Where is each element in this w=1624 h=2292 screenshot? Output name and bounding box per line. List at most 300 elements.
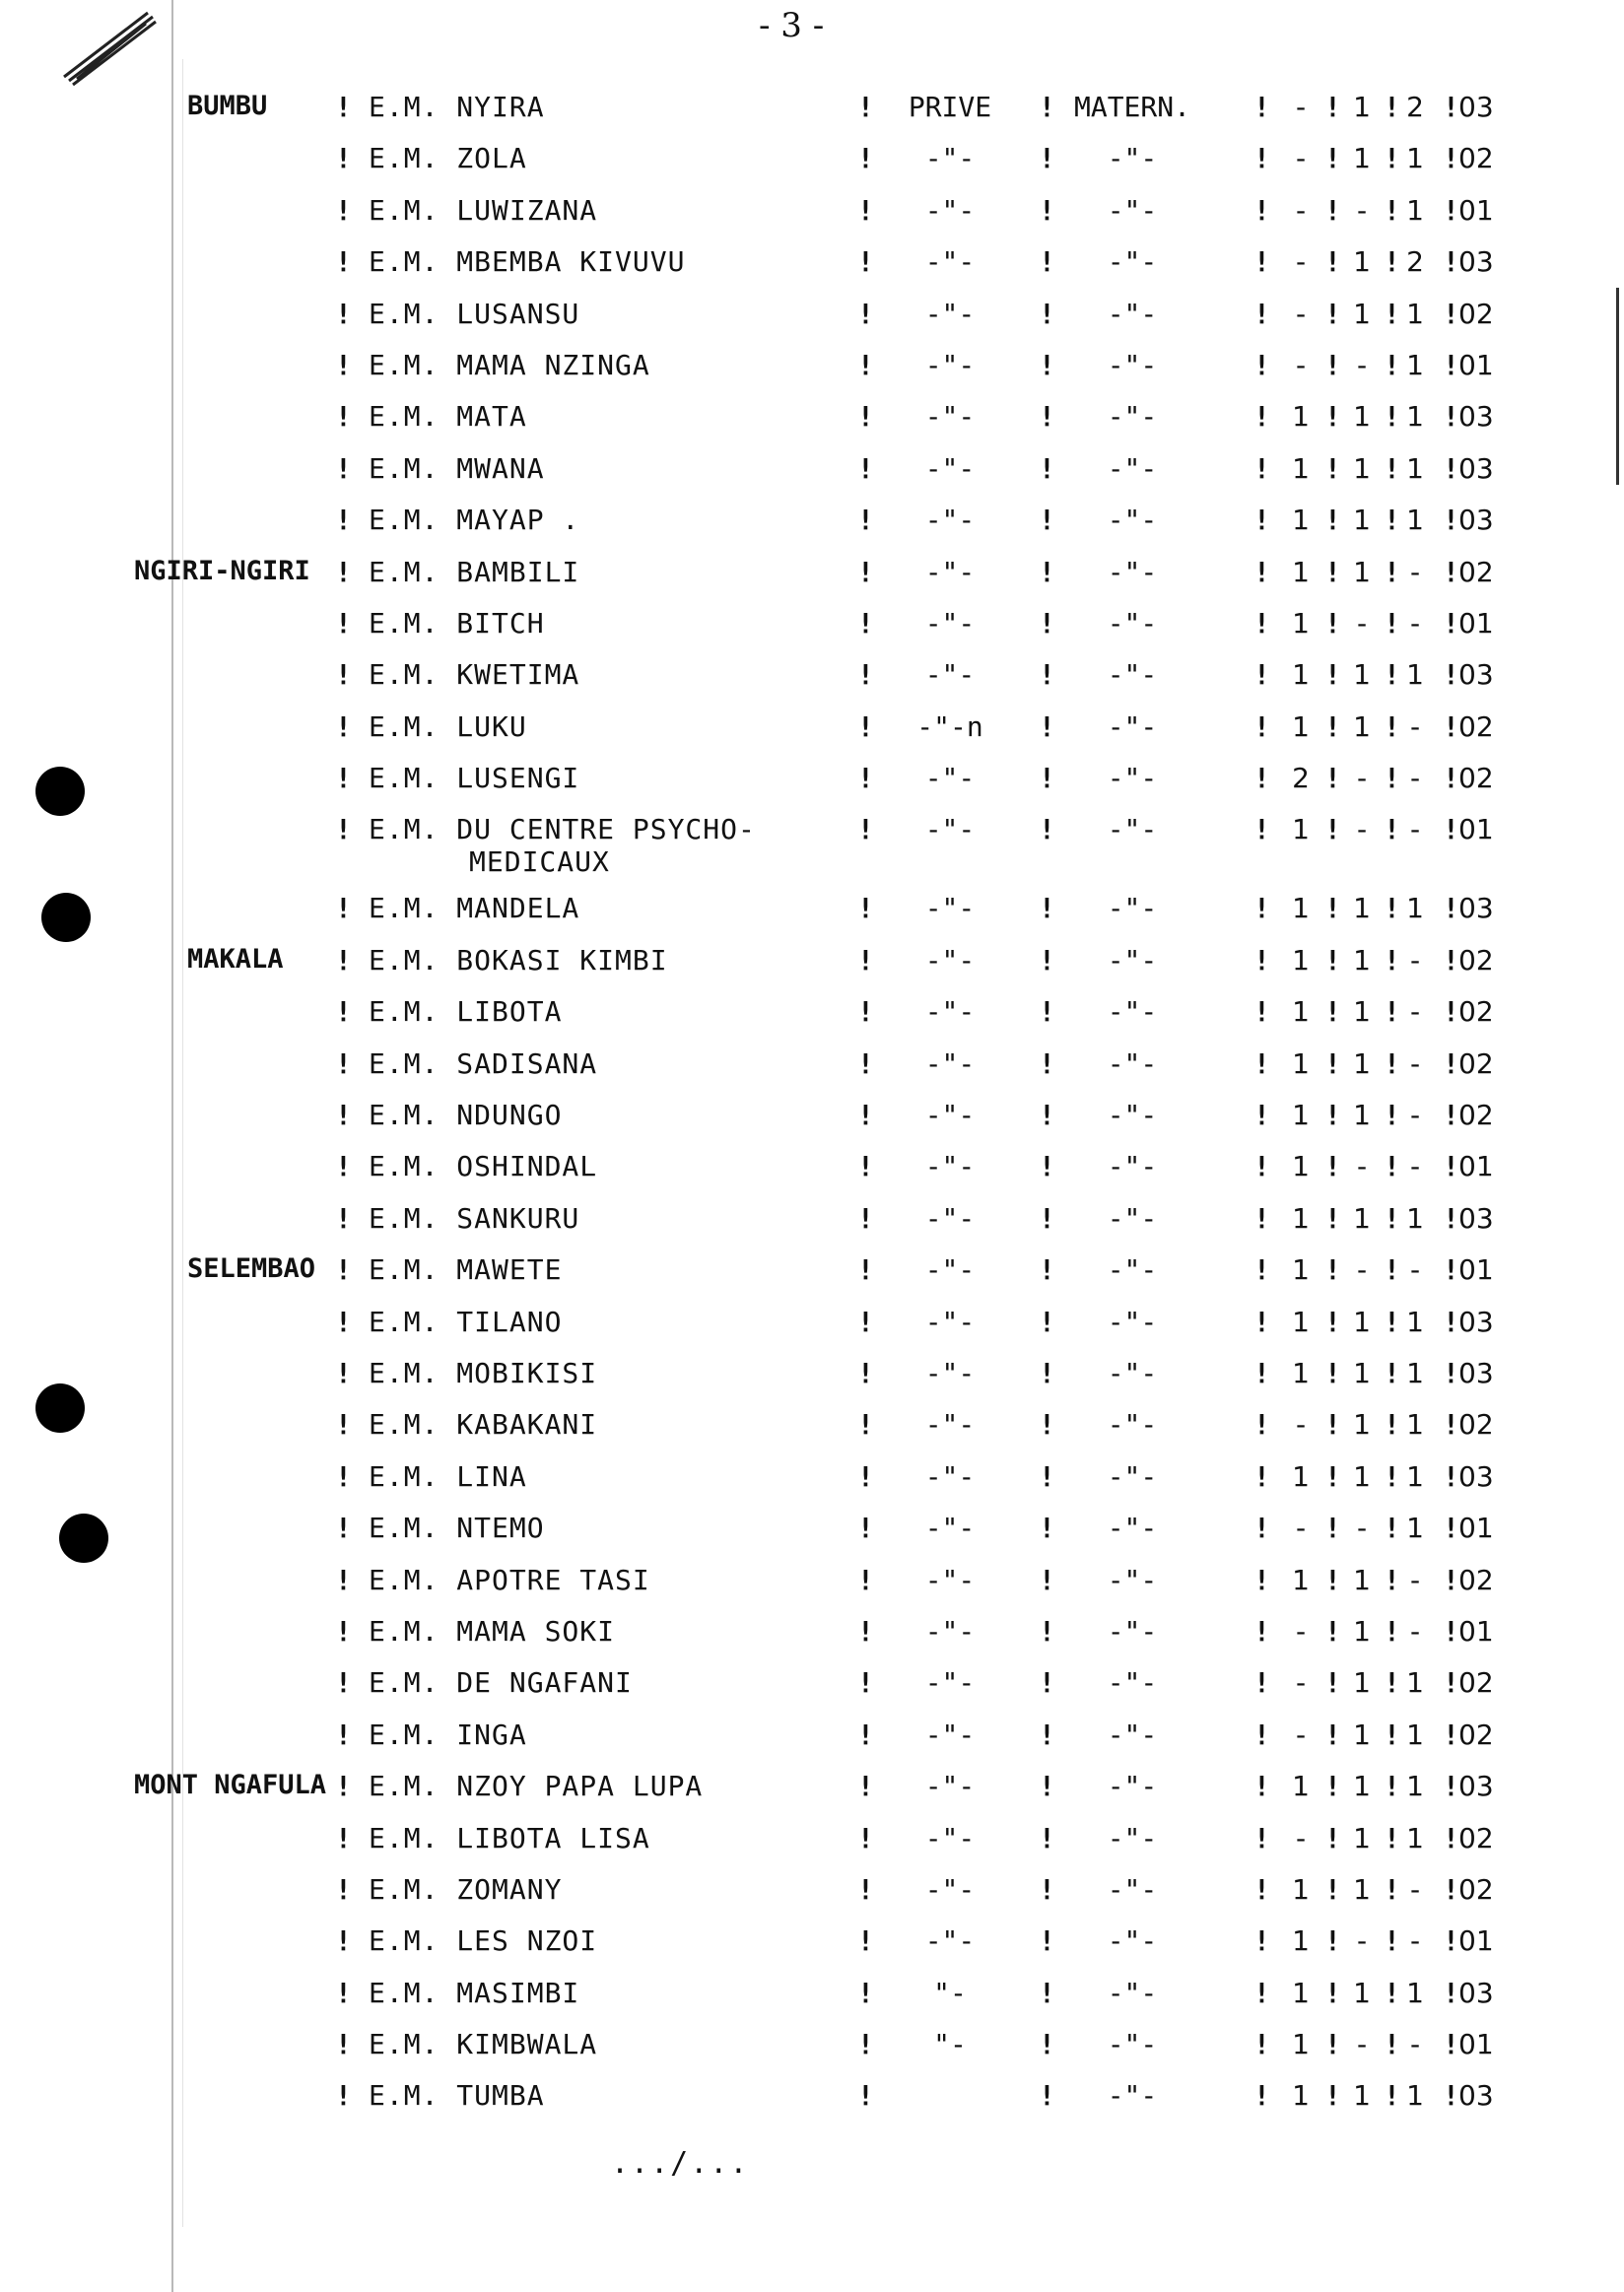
column-separator: ! bbox=[1253, 1614, 1270, 1648]
count-1: 1 bbox=[1292, 606, 1310, 640]
school-name bbox=[369, 1512, 545, 1544]
sector-value: -"- bbox=[924, 142, 976, 175]
school-name-text: E.M. SADISANA bbox=[369, 1046, 598, 1080]
school-name bbox=[369, 762, 579, 794]
column-separator: ! bbox=[1443, 1666, 1459, 1700]
column-separator: ! bbox=[1384, 606, 1400, 640]
count-3: 1 bbox=[1406, 348, 1424, 381]
count-3: - bbox=[1409, 1872, 1421, 1906]
school-name-text: E.M. MAMA SOKI bbox=[369, 1614, 616, 1648]
level-value: -"- bbox=[1107, 658, 1158, 692]
count-3: - bbox=[1409, 1563, 1421, 1596]
column-separator: ! bbox=[1039, 658, 1055, 692]
sector-value: -"- bbox=[924, 943, 976, 977]
school-name-text: E.M. SANKURU bbox=[369, 1201, 580, 1235]
column-separator: ! bbox=[1443, 1356, 1459, 1389]
level-value: -"- bbox=[1107, 1872, 1158, 1906]
column-separator: ! bbox=[1253, 813, 1270, 846]
column-separator: ! bbox=[857, 943, 874, 977]
column-separator: ! bbox=[1324, 1201, 1341, 1235]
count-1: 1 bbox=[1292, 555, 1310, 588]
column-separator: ! bbox=[1443, 1821, 1459, 1854]
column-separator: ! bbox=[857, 348, 874, 381]
count-3: 1 bbox=[1406, 451, 1424, 485]
column-separator: ! bbox=[1324, 245, 1341, 279]
column-separator: ! bbox=[857, 1718, 874, 1751]
count-2: - bbox=[1356, 1253, 1368, 1287]
school-name-text: E.M. NDUNGO bbox=[369, 1099, 563, 1132]
level-value: -"- bbox=[1107, 1666, 1158, 1700]
count-2: 1 bbox=[1353, 1408, 1371, 1442]
column-separator: ! bbox=[335, 1924, 352, 1958]
sector-value: -"- bbox=[924, 892, 976, 925]
level-value: -"- bbox=[1107, 400, 1158, 434]
column-separator: ! bbox=[857, 995, 874, 1029]
column-separator: ! bbox=[857, 1253, 874, 1287]
level-value: -"- bbox=[1107, 504, 1158, 537]
total-value: 01 bbox=[1458, 1924, 1494, 1958]
total-value: 03 bbox=[1458, 1976, 1494, 2009]
column-separator: ! bbox=[335, 1614, 352, 1648]
column-separator: ! bbox=[1039, 1770, 1055, 1803]
count-2: 1 bbox=[1353, 2079, 1371, 2113]
school-name bbox=[369, 1202, 579, 1235]
column-separator: ! bbox=[1039, 1976, 1055, 2009]
commune-label: MONT NGAFULA bbox=[134, 1770, 327, 1801]
column-separator: ! bbox=[1384, 1201, 1400, 1235]
count-1: 1 bbox=[1292, 892, 1310, 925]
school-name-text: E.M. OSHINDAL bbox=[369, 1150, 598, 1183]
column-separator: ! bbox=[335, 2028, 352, 2061]
column-separator: ! bbox=[335, 1718, 352, 1751]
column-separator: ! bbox=[857, 297, 874, 330]
column-separator: ! bbox=[1384, 348, 1400, 381]
school-name-text: E.M. NYIRA bbox=[369, 91, 545, 123]
count-2: - bbox=[1356, 1150, 1368, 1183]
count-1: 1 bbox=[1292, 1253, 1310, 1287]
school-name bbox=[369, 1873, 562, 1906]
table-row bbox=[0, 1822, 1624, 1873]
column-separator: ! bbox=[335, 1821, 352, 1854]
table-row bbox=[0, 1615, 1624, 1666]
total-value: 02 bbox=[1458, 762, 1494, 795]
sector-value: -"- bbox=[924, 1614, 976, 1648]
column-separator: ! bbox=[1443, 1046, 1459, 1080]
school-name-text: E.M. ZOMANY bbox=[369, 1872, 563, 1906]
column-separator: ! bbox=[1253, 892, 1270, 925]
column-separator: ! bbox=[1384, 813, 1400, 846]
school-name bbox=[369, 1357, 597, 1389]
count-3: 1 bbox=[1406, 892, 1424, 925]
count-2: 1 bbox=[1353, 709, 1371, 743]
count-3: 1 bbox=[1406, 504, 1424, 537]
column-separator: ! bbox=[1253, 1150, 1270, 1183]
school-name bbox=[369, 91, 545, 123]
count-3: - bbox=[1409, 2028, 1421, 2061]
column-separator: ! bbox=[1384, 91, 1400, 123]
count-1: 1 bbox=[1292, 658, 1310, 692]
table-row bbox=[0, 91, 1624, 142]
column-separator: ! bbox=[1384, 1872, 1400, 1906]
column-separator: ! bbox=[1384, 1924, 1400, 1958]
column-separator: ! bbox=[1384, 297, 1400, 330]
table-row bbox=[0, 607, 1624, 658]
table-row bbox=[0, 710, 1624, 762]
table-row bbox=[0, 1047, 1624, 1099]
count-2: 1 bbox=[1353, 400, 1371, 434]
level-value: -"- bbox=[1107, 1408, 1158, 1442]
column-separator: ! bbox=[1039, 1872, 1055, 1906]
column-separator: ! bbox=[1253, 1512, 1270, 1545]
school-name bbox=[369, 1047, 597, 1080]
level-value: -"- bbox=[1107, 1770, 1158, 1803]
count-1: 1 bbox=[1292, 1563, 1310, 1596]
column-separator: ! bbox=[1253, 1305, 1270, 1338]
level-value: -"- bbox=[1107, 1821, 1158, 1854]
column-separator: ! bbox=[1253, 1666, 1270, 1700]
column-separator: ! bbox=[1443, 1201, 1459, 1235]
count-1: 1 bbox=[1292, 2028, 1310, 2061]
count-1: - bbox=[1295, 1512, 1307, 1545]
sector-value: -"- bbox=[924, 1253, 976, 1287]
column-separator: ! bbox=[1324, 709, 1341, 743]
count-3: 1 bbox=[1406, 1459, 1424, 1493]
column-separator: ! bbox=[1443, 1976, 1459, 2009]
column-separator: ! bbox=[335, 245, 352, 279]
column-separator: ! bbox=[335, 1099, 352, 1132]
school-name bbox=[369, 1460, 527, 1493]
column-separator: ! bbox=[335, 995, 352, 1029]
column-separator: ! bbox=[1039, 1356, 1055, 1389]
school-name-text: E.M. DU CENTRE PSYCHO- bbox=[369, 813, 756, 846]
total-value: 01 bbox=[1458, 1512, 1494, 1545]
column-separator: ! bbox=[1253, 1821, 1270, 1854]
school-name-text: E.M. MATA bbox=[369, 400, 527, 434]
column-separator: ! bbox=[1384, 892, 1400, 925]
column-separator: ! bbox=[1039, 400, 1055, 434]
column-separator: ! bbox=[335, 1459, 352, 1493]
column-separator: ! bbox=[1253, 400, 1270, 434]
column-separator: ! bbox=[1384, 1046, 1400, 1080]
column-separator: ! bbox=[1443, 1770, 1459, 1803]
level-value: -"- bbox=[1107, 1614, 1158, 1648]
column-separator: ! bbox=[1039, 762, 1055, 795]
column-separator: ! bbox=[1253, 1356, 1270, 1389]
column-separator: ! bbox=[1324, 193, 1341, 227]
school-name-text: E.M. KABAKANI bbox=[369, 1408, 598, 1442]
count-3: 1 bbox=[1406, 142, 1424, 175]
column-separator: ! bbox=[857, 451, 874, 485]
sector-value: -"- bbox=[924, 606, 976, 640]
column-separator: ! bbox=[1039, 193, 1055, 227]
count-3: 1 bbox=[1406, 1305, 1424, 1338]
column-separator: ! bbox=[1324, 1563, 1341, 1596]
column-separator: ! bbox=[1253, 1253, 1270, 1287]
sector-value: -"- bbox=[924, 1666, 976, 1700]
table-row bbox=[0, 1666, 1624, 1718]
count-1: 1 bbox=[1292, 1046, 1310, 1080]
count-2: 1 bbox=[1353, 658, 1371, 692]
column-separator: ! bbox=[1324, 2079, 1341, 2113]
column-separator: ! bbox=[1384, 555, 1400, 588]
sector-value: -"- bbox=[924, 995, 976, 1029]
column-separator: ! bbox=[1384, 1718, 1400, 1751]
column-separator: ! bbox=[1253, 297, 1270, 330]
level-value: -"- bbox=[1107, 606, 1158, 640]
column-separator: ! bbox=[335, 2079, 352, 2113]
column-separator: ! bbox=[857, 762, 874, 795]
count-3: 1 bbox=[1406, 658, 1424, 692]
table-row bbox=[0, 194, 1624, 245]
column-separator: ! bbox=[1443, 2028, 1459, 2061]
count-1: - bbox=[1295, 1408, 1307, 1442]
count-2: 1 bbox=[1353, 91, 1371, 123]
sector-value: -"- bbox=[924, 1718, 976, 1751]
column-separator: ! bbox=[857, 892, 874, 925]
column-separator: ! bbox=[335, 606, 352, 640]
level-value: -"- bbox=[1107, 943, 1158, 977]
count-2: - bbox=[1356, 1924, 1368, 1958]
column-separator: ! bbox=[1324, 1821, 1341, 1854]
school-name bbox=[369, 1822, 650, 1854]
column-separator: ! bbox=[1253, 348, 1270, 381]
column-separator: ! bbox=[857, 1408, 874, 1442]
column-separator: ! bbox=[1253, 245, 1270, 279]
count-1: 1 bbox=[1292, 813, 1310, 846]
column-separator: ! bbox=[1443, 142, 1459, 175]
count-2: 1 bbox=[1353, 1356, 1371, 1389]
level-value: -"- bbox=[1107, 813, 1158, 846]
column-separator: ! bbox=[857, 1099, 874, 1132]
column-separator: ! bbox=[857, 1924, 874, 1958]
level-value: -"- bbox=[1107, 142, 1158, 175]
table-row bbox=[0, 400, 1624, 451]
total-value: 01 bbox=[1458, 1150, 1494, 1183]
count-3: 1 bbox=[1406, 2079, 1424, 2113]
column-separator: ! bbox=[857, 1770, 874, 1803]
level-value: -"- bbox=[1107, 1150, 1158, 1183]
column-separator: ! bbox=[857, 658, 874, 692]
school-name bbox=[369, 1615, 615, 1648]
total-value: 03 bbox=[1458, 1459, 1494, 1493]
column-separator: ! bbox=[1253, 943, 1270, 977]
column-separator: ! bbox=[1384, 504, 1400, 537]
school-name bbox=[369, 1253, 562, 1286]
column-separator: ! bbox=[1324, 1408, 1341, 1442]
level-value: -"- bbox=[1107, 709, 1158, 743]
column-separator: ! bbox=[1324, 1512, 1341, 1545]
school-list bbox=[0, 91, 1624, 2131]
total-value: 01 bbox=[1458, 813, 1494, 846]
total-value: 03 bbox=[1458, 1770, 1494, 1803]
school-name bbox=[369, 298, 579, 330]
school-name bbox=[369, 1666, 633, 1699]
count-2: 1 bbox=[1353, 1459, 1371, 1493]
column-separator: ! bbox=[335, 504, 352, 537]
column-separator: ! bbox=[857, 813, 874, 846]
column-separator: ! bbox=[857, 142, 874, 175]
sector-value: -"- bbox=[924, 245, 976, 279]
level-value: -"- bbox=[1107, 1459, 1158, 1493]
total-value: 01 bbox=[1458, 1614, 1494, 1648]
count-3: 1 bbox=[1406, 297, 1424, 330]
column-separator: ! bbox=[1253, 142, 1270, 175]
column-separator: ! bbox=[335, 297, 352, 330]
sector-value: -"- bbox=[924, 1150, 976, 1183]
column-separator: ! bbox=[1384, 658, 1400, 692]
count-1: 1 bbox=[1292, 1770, 1310, 1803]
school-name bbox=[369, 607, 545, 640]
count-2: 1 bbox=[1353, 1976, 1371, 2009]
commune-label: MAKALA bbox=[187, 943, 284, 975]
sector-value: "- bbox=[933, 2028, 967, 2061]
column-separator: ! bbox=[857, 1459, 874, 1493]
total-value: 02 bbox=[1458, 1563, 1494, 1596]
table-row bbox=[0, 1253, 1624, 1305]
count-2: 1 bbox=[1353, 1046, 1371, 1080]
column-separator: ! bbox=[857, 555, 874, 588]
school-name-text: E.M. INGA bbox=[369, 1718, 527, 1751]
column-separator: ! bbox=[1253, 1459, 1270, 1493]
count-1: 1 bbox=[1292, 1150, 1310, 1183]
count-2: 1 bbox=[1353, 1305, 1371, 1338]
school-name-text: E.M. LES NZOI bbox=[369, 1924, 598, 1958]
table-row bbox=[0, 298, 1624, 349]
count-1: - bbox=[1295, 142, 1307, 175]
column-separator: ! bbox=[1443, 555, 1459, 588]
count-2: - bbox=[1356, 1512, 1368, 1545]
column-separator: ! bbox=[1324, 504, 1341, 537]
column-separator: ! bbox=[1253, 91, 1270, 123]
column-separator: ! bbox=[1039, 606, 1055, 640]
column-separator: ! bbox=[1324, 1924, 1341, 1958]
sector-value: -"- bbox=[924, 658, 976, 692]
column-separator: ! bbox=[1324, 606, 1341, 640]
column-separator: ! bbox=[335, 1770, 352, 1803]
count-2: - bbox=[1356, 348, 1368, 381]
count-3: 2 bbox=[1406, 91, 1424, 123]
school-name bbox=[369, 710, 527, 743]
count-3: 2 bbox=[1406, 245, 1424, 279]
sector-value: -"- bbox=[924, 1770, 976, 1803]
column-separator: ! bbox=[335, 1976, 352, 2009]
level-value: -"- bbox=[1107, 2028, 1158, 2061]
school-name bbox=[369, 995, 562, 1028]
column-separator: ! bbox=[857, 91, 874, 123]
total-value: 03 bbox=[1458, 451, 1494, 485]
count-3: 1 bbox=[1406, 1718, 1424, 1751]
column-separator: ! bbox=[1324, 1356, 1341, 1389]
sector-value: -"- bbox=[924, 1821, 976, 1854]
count-3: - bbox=[1409, 813, 1421, 846]
column-separator: ! bbox=[857, 1976, 874, 2009]
total-value: 02 bbox=[1458, 709, 1494, 743]
school-name bbox=[369, 1924, 597, 1957]
column-separator: ! bbox=[1253, 1976, 1270, 2009]
column-separator: ! bbox=[335, 1046, 352, 1080]
total-value: 02 bbox=[1458, 1099, 1494, 1132]
table-row bbox=[0, 142, 1624, 193]
sector-value: -"- bbox=[924, 193, 976, 227]
total-value: 02 bbox=[1458, 943, 1494, 977]
school-name bbox=[369, 2028, 597, 2060]
column-separator: ! bbox=[1384, 1614, 1400, 1648]
column-separator: ! bbox=[1039, 1046, 1055, 1080]
column-separator: ! bbox=[857, 1512, 874, 1545]
sector-value: -"- bbox=[924, 1099, 976, 1132]
column-separator: ! bbox=[1384, 1512, 1400, 1545]
count-3: 1 bbox=[1406, 193, 1424, 227]
column-separator: ! bbox=[335, 762, 352, 795]
column-separator: ! bbox=[1384, 709, 1400, 743]
total-value: 02 bbox=[1458, 142, 1494, 175]
table-row bbox=[0, 944, 1624, 995]
column-separator: ! bbox=[1384, 943, 1400, 977]
table-row bbox=[0, 658, 1624, 709]
school-name-text: E.M. BAMBILI bbox=[369, 555, 580, 588]
column-separator: ! bbox=[1324, 1976, 1341, 2009]
count-1: 1 bbox=[1292, 1872, 1310, 1906]
column-separator: ! bbox=[1324, 2028, 1341, 2061]
sector-value: "- bbox=[933, 1976, 967, 2009]
commune-label: BUMBU bbox=[187, 91, 268, 121]
column-separator: ! bbox=[857, 1666, 874, 1700]
column-separator: ! bbox=[1443, 1150, 1459, 1183]
table-row bbox=[0, 1924, 1624, 1976]
column-separator: ! bbox=[1443, 297, 1459, 330]
count-1: 1 bbox=[1292, 400, 1310, 434]
column-separator: ! bbox=[1443, 1253, 1459, 1287]
column-separator: ! bbox=[335, 1666, 352, 1700]
column-separator: ! bbox=[1384, 1099, 1400, 1132]
column-separator: ! bbox=[1443, 400, 1459, 434]
column-separator: ! bbox=[1253, 1718, 1270, 1751]
column-separator: ! bbox=[1324, 762, 1341, 795]
count-3: 1 bbox=[1406, 1821, 1424, 1854]
column-separator: ! bbox=[1039, 1614, 1055, 1648]
count-1: 1 bbox=[1292, 504, 1310, 537]
count-3: 1 bbox=[1406, 1408, 1424, 1442]
count-3: - bbox=[1409, 1150, 1421, 1183]
column-separator: ! bbox=[857, 606, 874, 640]
sector-value: -"- bbox=[924, 297, 976, 330]
column-separator: ! bbox=[857, 245, 874, 279]
sector-value: -"- bbox=[924, 555, 976, 588]
total-value: 01 bbox=[1458, 348, 1494, 381]
sector-value: -"- bbox=[924, 504, 976, 537]
level-value: -"- bbox=[1107, 1356, 1158, 1389]
count-3: - bbox=[1409, 995, 1421, 1029]
count-2: 1 bbox=[1353, 451, 1371, 485]
column-separator: ! bbox=[1039, 892, 1055, 925]
school-name bbox=[369, 892, 579, 924]
level-value: -"- bbox=[1107, 1512, 1158, 1545]
column-separator: ! bbox=[1384, 1408, 1400, 1442]
level-value: -"- bbox=[1107, 1201, 1158, 1235]
total-value: 03 bbox=[1458, 245, 1494, 279]
column-separator: ! bbox=[335, 193, 352, 227]
column-separator: ! bbox=[1039, 1201, 1055, 1235]
count-1: - bbox=[1295, 245, 1307, 279]
count-3: - bbox=[1409, 762, 1421, 795]
table-row bbox=[0, 1770, 1624, 1821]
column-separator: ! bbox=[1443, 762, 1459, 795]
column-separator: ! bbox=[335, 1150, 352, 1183]
total-value: 02 bbox=[1458, 1718, 1494, 1751]
sector-value: -"- bbox=[924, 451, 976, 485]
count-1: 1 bbox=[1292, 995, 1310, 1029]
school-name bbox=[369, 658, 579, 691]
